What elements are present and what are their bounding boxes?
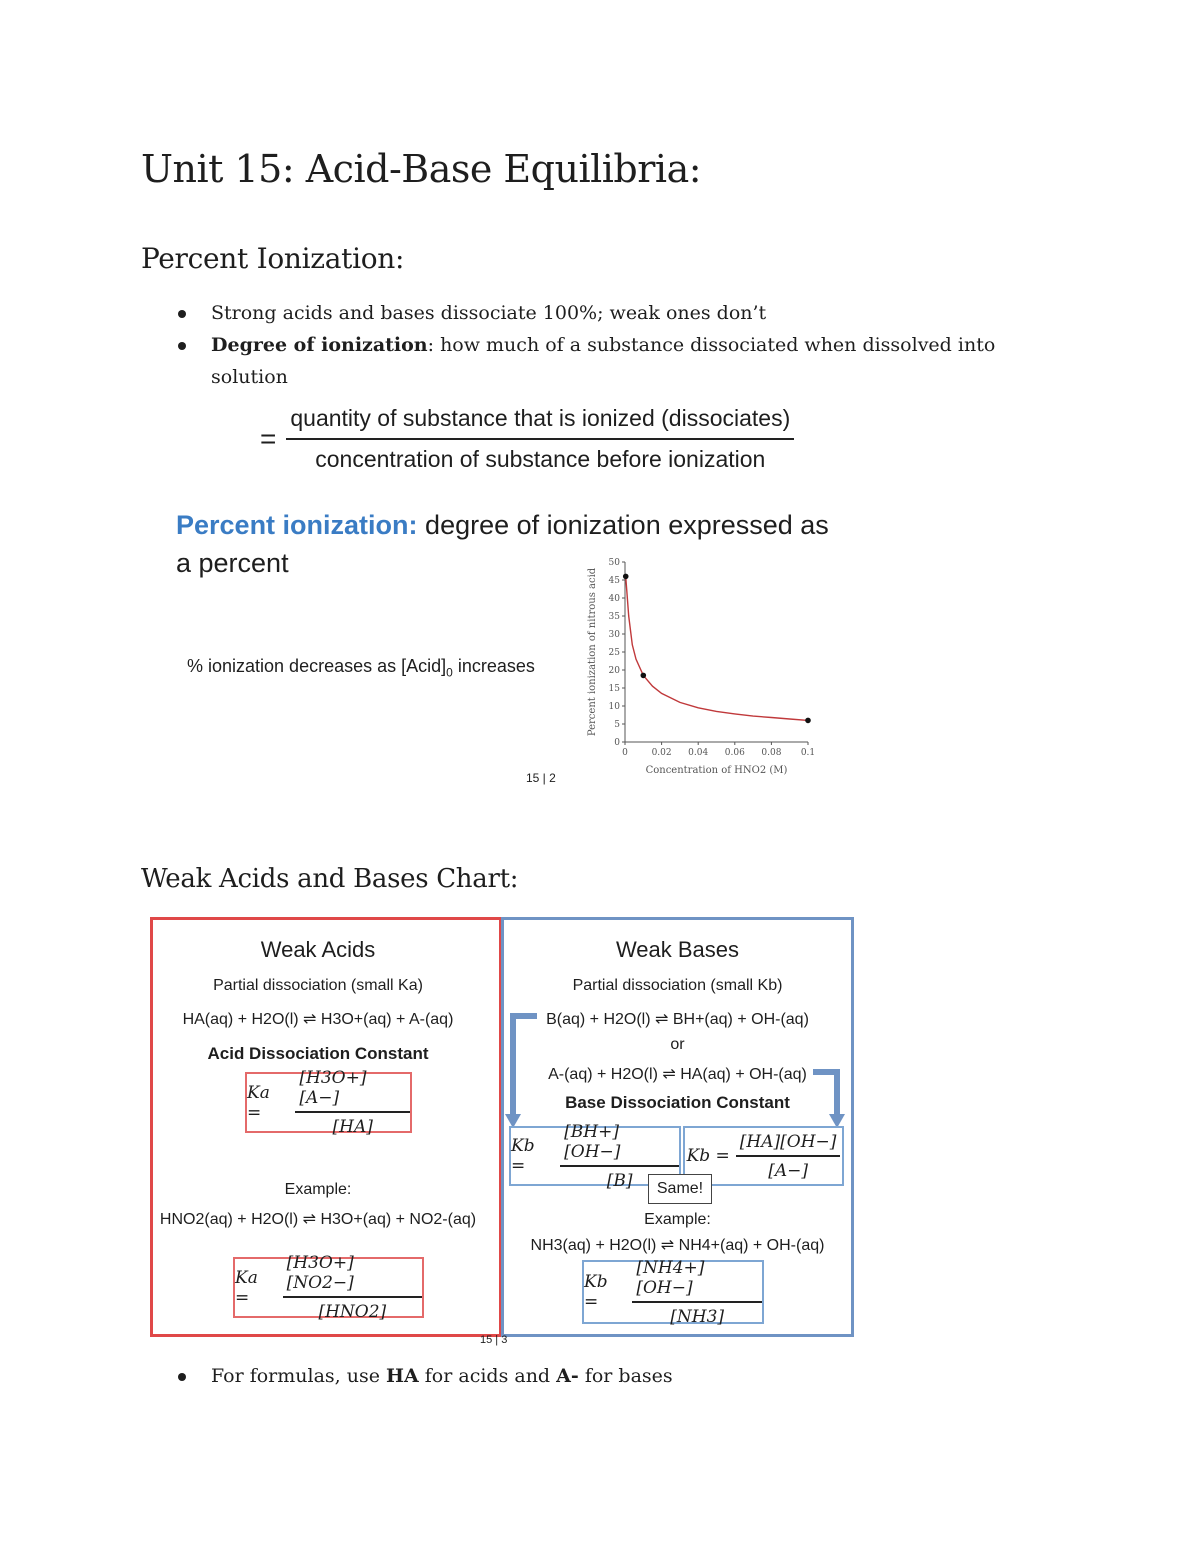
arrows-diagram [505,1010,845,1130]
bullet-list-formulas [141,1360,1021,1392]
y-axis-label: Percent ionization of nitrous acid [587,567,598,737]
bullet-icon [178,310,186,318]
y-tick-label: 45 [608,576,620,586]
y-tick-label: 0 [614,738,620,748]
y-tick-label: 15 [608,684,620,694]
x-tick-label: 0 [622,748,628,758]
bullet-icon [178,342,186,350]
list-item: Degree of ionization: how much of a substance dissociated when dissolved into solution [141,329,1021,393]
arrow-right-icon [813,1072,837,1118]
x-tick-label: 0.1 [800,748,816,758]
bullet-icon [178,1373,186,1381]
weak-acids-title: Weak Acids [260,937,376,962]
bases-or: or [670,1036,685,1053]
ka-formula-box: Ka = $\frac{[H3O+][A-]}{[HA]}$ [245,1072,412,1133]
bases-example-label: Example: [644,1211,711,1228]
slide-page-number: 15 | 2 [526,771,556,785]
y-tick-label: 50 [608,558,620,568]
acids-example-reaction: HNO2(aq) + H2O(l) ⇌ H3O+(aq) + NO2-(aq) [159,1211,477,1228]
data-point [805,718,811,724]
bases-reaction-1: B(aq) + H2O(l) ⇌ BH+(aq) + OH-(aq) [546,1011,809,1028]
formula-numerator: quantity of substance that is ionized (dissociates) [286,405,794,440]
data-point [623,574,629,580]
data-point [641,673,647,679]
section-heading-weak-acids-bases: Weak Acids and Bases Chart: [141,864,519,894]
formula-denominator: concentration of substance before ionization [315,446,766,472]
kb-formula-box-2: Kb = $\frac{[HA][OH-]}{[A-]}$ [683,1126,844,1186]
x-tick-label: 0.08 [761,748,782,758]
y-tick-label: 20 [608,666,620,676]
page-title: Unit 15: Acid-Base Equilibria: [141,147,702,191]
bases-example-reaction: NH3(aq) + H2O(l) ⇌ NH4+(aq) + OH-(aq) [530,1237,825,1254]
y-tick-label: 30 [608,630,620,640]
x-tick-label: 0.04 [688,748,709,758]
arrow-left-icon [513,1016,537,1118]
acids-subtitle: Partial dissociation (small Ka) [213,977,423,994]
x-tick-label: 0.06 [724,748,745,758]
degree-of-ionization-formula: = $\frac{\text{quantity of substance that is ionized (dissociates)}}{\text{concentration of substance before ionization}}$ [260,405,794,473]
acid-dissociation-constant-label: Acid Dissociation Constant [207,1044,429,1063]
term-degree-of-ionization: Degree of ionization [211,334,428,356]
kb-formula-box-1: Kb = $\frac{[BH+][OH-]}{[B]}$ [509,1126,681,1186]
kb-example-box: Kb = $\frac{[NH4+][OH-]}{[NH3]}$ [582,1260,764,1324]
acids-example-label: Example: [284,1181,352,1198]
chart-page-number: 15 | 3 [480,1334,508,1346]
y-tick-label: 10 [608,702,620,712]
base-dissociation-constant-label: Base Dissociation Constant [565,1093,790,1112]
percent-ionization-definition: Percent ionization: degree of ionization expressed as a percent [176,510,829,578]
y-tick-label: 5 [614,720,620,730]
percent-ionization-chart [580,550,830,780]
x-axis-label: Concentration of HNO2 (M) [645,765,788,776]
list-item: Strong acids and bases dissociate 100%; weak ones don’t [141,297,1021,329]
x-tick-label: 0.02 [651,748,672,758]
acids-reaction: HA(aq) + H2O(l) ⇌ H3O+(aq) + A-(aq) [182,1011,454,1028]
y-tick-label: 40 [608,594,620,604]
bases-reaction-2: A-(aq) + H2O(l) ⇌ HA(aq) + OH-(aq) [548,1066,807,1083]
weak-bases-title: Weak Bases [615,937,740,962]
ka-example-box: Ka = $\frac{[H3O+][NO2-]}{\text{[HNO2]}}$ [233,1257,424,1318]
ionization-note: % ionization decreases as $[Acid]_0$ increases [187,656,535,680]
section-heading-percent-ionization: Percent Ionization: [141,242,405,275]
same-label: Same! [648,1174,712,1204]
list-item: For formulas, use HA for acids and A- for bases [141,1360,1021,1392]
y-tick-label: 25 [608,648,620,658]
series-line [626,576,808,720]
y-tick-label: 35 [608,612,620,622]
bases-subtitle: Partial dissociation (small Kb) [572,977,783,994]
bullet-list-ionization [141,297,1021,393]
